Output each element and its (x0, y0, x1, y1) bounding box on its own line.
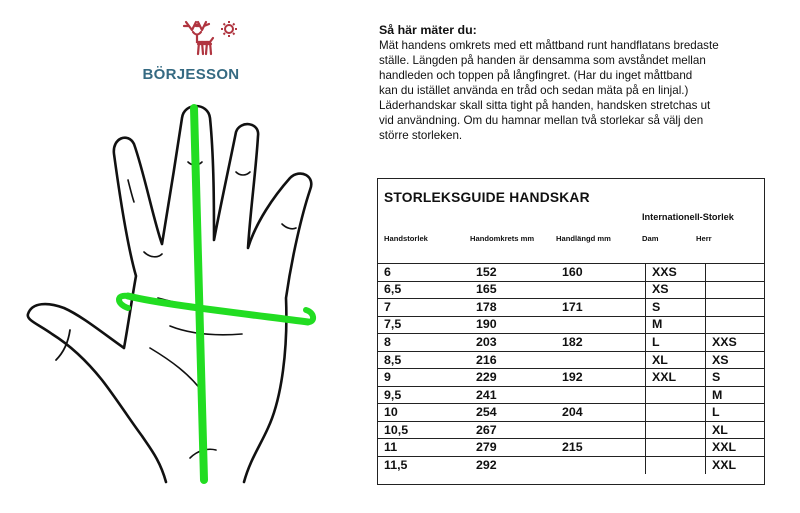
size-cell: 9 (378, 369, 470, 387)
herr-size-cell (706, 316, 765, 334)
instructions-line: Mät handens omkrets med ett måttband runt handflatans bredaste (379, 39, 719, 52)
length-measure-line (194, 108, 204, 480)
herr-size-cell: XXS (706, 334, 765, 352)
size-cell: 8,5 (378, 351, 470, 369)
circumference-cell: 241 (470, 386, 556, 404)
dam-size-cell: XXL (646, 369, 706, 387)
table-row (378, 421, 764, 439)
length-cell (556, 386, 646, 404)
size-cell: 7 (378, 299, 470, 317)
circumference-cell: 267 (470, 421, 556, 439)
size-cell: 11 (378, 439, 470, 457)
brand-name: BÖRJESSON (142, 66, 240, 83)
instructions-body (379, 38, 774, 143)
sun-icon (221, 21, 237, 37)
instructions-line: vid användning. Om du hamnar mellan två storlekar så välj den (379, 114, 704, 127)
length-cell (556, 351, 646, 369)
reindeer-logo-icon (180, 20, 238, 64)
size-cell: 10 (378, 404, 470, 422)
dam-size-cell: M (646, 316, 706, 334)
circumference-cell: 254 (470, 404, 556, 422)
circumference-cell: 165 (470, 281, 556, 299)
dam-size-cell (646, 386, 706, 404)
herr-size-cell: M (706, 386, 765, 404)
header-handlangd: Handlängd mm (556, 234, 611, 243)
size-cell: 8 (378, 334, 470, 352)
length-cell: 192 (556, 369, 646, 387)
circumference-cell: 279 (470, 439, 556, 457)
length-cell: 171 (556, 299, 646, 317)
dam-size-cell (646, 457, 706, 474)
table-row (378, 264, 764, 282)
dam-size-cell (646, 439, 706, 457)
international-size-header: Internationell-Storlek (642, 212, 734, 222)
table-row (378, 334, 764, 352)
table-row (378, 439, 764, 457)
length-cell (556, 421, 646, 439)
size-cell: 6,5 (378, 281, 470, 299)
herr-size-cell (706, 264, 765, 282)
circumference-cell: 229 (470, 369, 556, 387)
size-cell: 11,5 (378, 457, 470, 474)
herr-size-cell: S (706, 369, 765, 387)
size-table (378, 263, 764, 474)
dam-size-cell: L (646, 334, 706, 352)
size-cell: 7,5 (378, 316, 470, 334)
header-handomkrets: Handomkrets mm (470, 234, 535, 243)
herr-size-cell: XXL (706, 439, 765, 457)
circumference-cell: 190 (470, 316, 556, 334)
dam-size-cell (646, 421, 706, 439)
dam-size-cell: S (646, 299, 706, 317)
size-cell: 9,5 (378, 386, 470, 404)
table-row (378, 281, 764, 299)
length-cell (556, 457, 646, 474)
instructions-line: handleden och toppen på långfingret. (Har du inget måttband (379, 69, 693, 82)
header-dam: Dam (642, 234, 659, 243)
instructions-line: Läderhandskar skall sitta tight på handen, handsken stretchas ut (379, 99, 711, 112)
length-cell (556, 316, 646, 334)
instructions-line: ställe. Längden på handen är densamma som avståndet mellan (379, 54, 706, 67)
instructions-line: större storleken. (379, 129, 463, 142)
size-cell: 10,5 (378, 421, 470, 439)
size-guide-table (377, 178, 765, 485)
table-row (378, 299, 764, 317)
table-row (378, 316, 764, 334)
length-cell (556, 281, 646, 299)
measuring-instructions (379, 23, 774, 143)
length-cell: 160 (556, 264, 646, 282)
herr-size-cell: XS (706, 351, 765, 369)
header-herr: Herr (696, 234, 712, 243)
length-cell: 215 (556, 439, 646, 457)
size-cell: 6 (378, 264, 470, 282)
size-guide-title: STORLEKSGUIDE HANDSKAR (384, 190, 590, 205)
herr-size-cell (706, 299, 765, 317)
dam-size-cell (646, 404, 706, 422)
circumference-measure-line (128, 296, 308, 322)
circumference-cell: 292 (470, 457, 556, 474)
herr-size-cell: L (706, 404, 765, 422)
dam-size-cell: XL (646, 351, 706, 369)
circumference-cell: 216 (470, 351, 556, 369)
circumference-cell: 178 (470, 299, 556, 317)
size-rows (378, 264, 764, 474)
table-row (378, 369, 764, 387)
brand-logo (128, 20, 254, 88)
instructions-line: kan du istället använda en tråd och sedan mäta på en linjal.) (379, 84, 689, 97)
dam-size-cell: XXS (646, 264, 706, 282)
table-row (378, 386, 764, 404)
table-row (378, 404, 764, 422)
herr-size-cell: XL (706, 421, 765, 439)
herr-size-cell: XXL (706, 457, 765, 474)
herr-size-cell (706, 281, 765, 299)
hand-outline-icon (20, 98, 340, 493)
length-cell: 204 (556, 404, 646, 422)
table-row (378, 457, 764, 474)
table-row (378, 351, 764, 369)
dam-size-cell: XS (646, 281, 706, 299)
instructions-title: Så här mäter du: (379, 23, 477, 37)
circumference-cell: 203 (470, 334, 556, 352)
header-handstorlek: Handstorlek (384, 234, 428, 243)
circumference-cell: 152 (470, 264, 556, 282)
length-cell: 182 (556, 334, 646, 352)
